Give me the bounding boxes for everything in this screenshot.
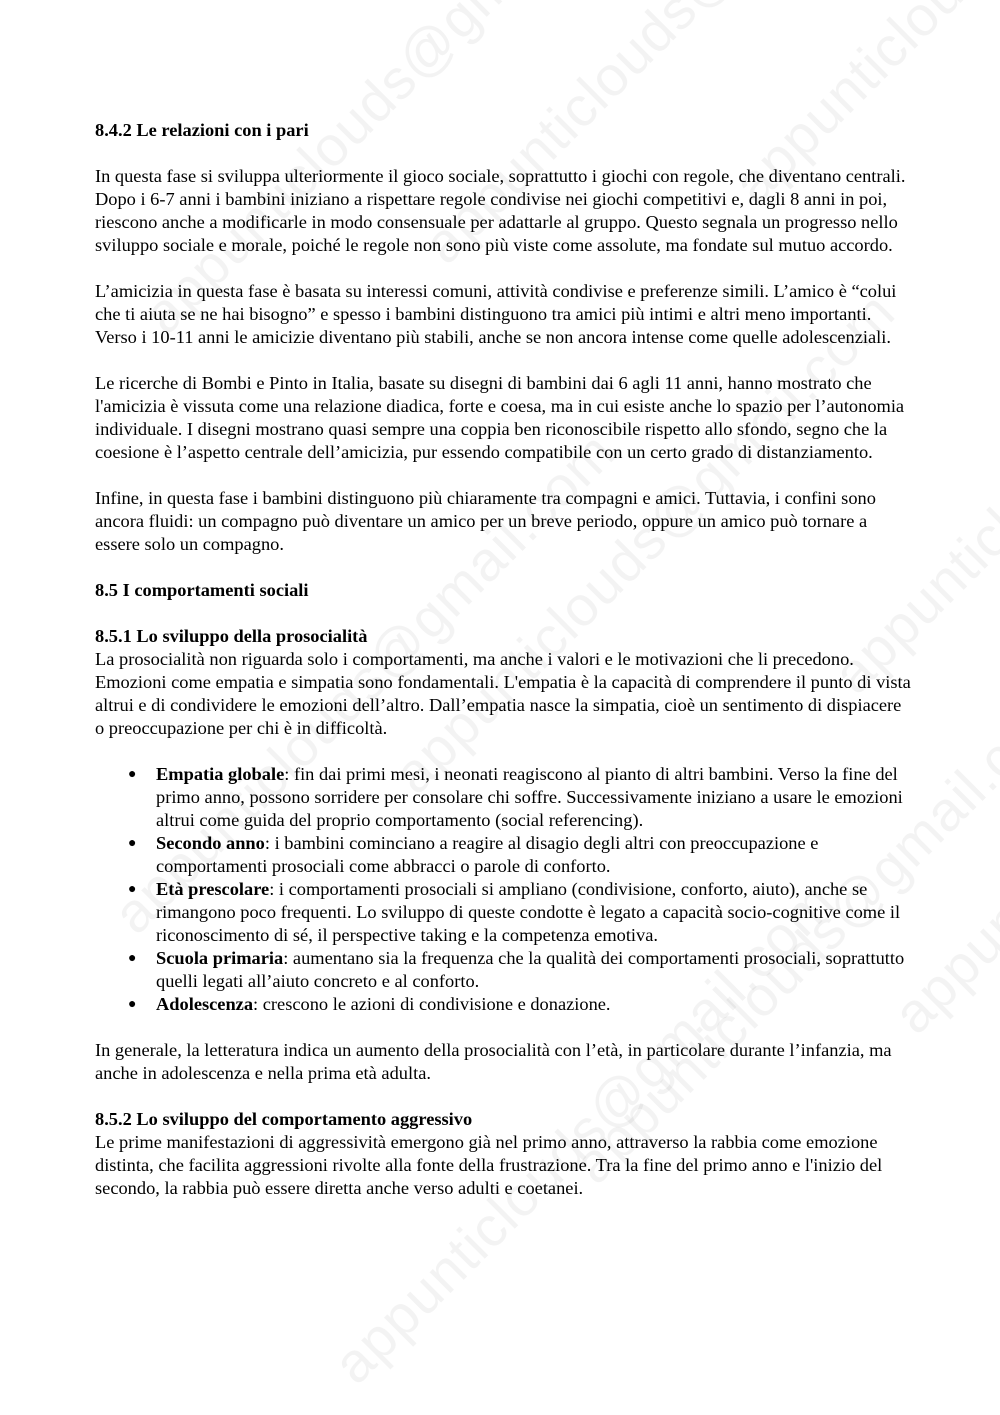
section-heading-8-5: 8.5 I comportamenti sociali	[95, 580, 309, 600]
list-item	[95, 993, 915, 1016]
bullet-list	[95, 763, 915, 1016]
list-item-term: Adolescenza	[156, 994, 254, 1014]
paragraph: Le prime manifestazioni di aggressività emergono già nel primo anno, attraverso la rabbia come emozione distinta, che facilita aggressioni rivolte alla fonte della frustrazione. Tra la fine del primo anno e l'inizio del secondo, la rabbia può essere diretta anche verso adulti e coetanei.	[95, 1132, 883, 1198]
list-item-text: : i bambini cominciano a reagire al disagio degli altri con preoccupazione e comportamenti prosociali come abbracci o parole di conforto.	[156, 833, 819, 876]
paragraph: La prosocialità non riguarda solo i comportamenti, ma anche i valori e le motivazioni che li precedono. Emozioni come empatia e simpatia sono fondamentali. L'empatia è la capacità di comprendere il punto di vista altrui e di condividere le emozioni dell’altro. Dall’empatia nasce la simpatia, cioè un sentimento di dispiacere o preoccupazione per chi è in difficoltà.	[95, 649, 911, 738]
list-item-text: : aumentano sia la frequenza che la qualità dei comportamenti prosociali, soprattutto quelli legati all’aiuto concreto e al conforto.	[156, 948, 905, 991]
paragraph: Le ricerche di Bombi e Pinto in Italia, basate su disegni di bambini dai 6 agli 11 anni, hanno mostrato che l'amicizia è vissuta come una relazione diadica, forte e coesa, ma in cui esiste anche lo spazio per l’autonomia individuale. I disegni mostrano quasi sempre una coppia ben riconoscibile rispetto allo sfondo, segno che la coesione è l’aspetto centrale dell’amicizia, pur essendo compatibile con un certo grado di distanziamento.	[95, 373, 905, 462]
list-item	[95, 947, 915, 993]
document-body	[95, 119, 915, 1200]
bullet-icon: ●	[128, 767, 137, 782]
bullet-icon: ●	[128, 836, 137, 851]
section-heading-8-4-2: 8.4.2 Le relazioni con i pari	[95, 120, 309, 140]
list-item-text: : crescono le azioni di condivisione e donazione.	[253, 994, 611, 1014]
paragraph: L’amicizia in questa fase è basata su interessi comuni, attività condivise e preferenze simili. L’amico è “colui che ti aiuta se ne hai bisogno” e spesso i bambini distinguono tra amici più intimi e altri meno importanti. Verso i 10-11 anni le amicizie diventano più stabili, anche se non ancora intense come quelle adolescenziali.	[95, 281, 897, 347]
list-item	[95, 832, 915, 878]
list-item-term: Età prescolare	[156, 879, 270, 899]
list-item	[95, 878, 915, 947]
section-heading-8-5-1: 8.5.1 Lo sviluppo della prosocialità	[95, 626, 368, 646]
bullet-icon: ●	[128, 882, 137, 897]
bullet-icon: ●	[128, 997, 137, 1012]
list-item-text: : fin dai primi mesi, i neonati reagiscono al pianto di altri bambini. Verso la fine del primo anno, possono sorridere per consolare chi soffre. Successivamente iniziano a usare le emozioni altrui come guida del proprio comportamento (social referencing).	[156, 764, 903, 830]
bullet-icon: ●	[128, 951, 137, 966]
paragraph: In generale, la letteratura indica un aumento della prosocialità con l’età, in particolare durante l’infanzia, ma anche in adolescenza e nella prima età adulta.	[95, 1040, 892, 1083]
list-item-term: Empatia globale	[156, 764, 285, 784]
list-item-term: Secondo anno	[156, 833, 265, 853]
list-item-term: Scuola primaria	[156, 948, 284, 968]
list-item	[95, 763, 915, 832]
section-heading-8-5-2: 8.5.2 Lo sviluppo del comportamento aggressivo	[95, 1109, 473, 1129]
paragraph: Infine, in questa fase i bambini distinguono più chiaramente tra compagni e amici. Tuttavia, i confini sono ancora fluidi: un compagno può diventare un amico per un breve periodo, oppure un amico può tornare a essere solo un compagno.	[95, 488, 876, 554]
list-item-text: : i comportamenti prosociali si ampliano (condivisione, conforto, aiuto), anche se rimangono poco frequenti. Lo sviluppo di queste condotte è legato a capacità socio-cognitive come il riconoscimento di sé, il perspective taking e la competenza emotiva.	[156, 879, 901, 945]
paragraph: In questa fase si sviluppa ulteriormente il gioco sociale, soprattutto i giochi con regole, che diventano centrali. Dopo i 6-7 anni i bambini iniziano a rispettare regole condivise nei giochi competitivi e, dagli 8 anni in poi, riescono anche a modificarle in modo consensuale per adattarle al gruppo. Questo segnala un progresso nello sviluppo sociale e morale, poiché le regole non sono più viste come assolute, ma fondate sul mutuo accordo.	[95, 166, 906, 255]
